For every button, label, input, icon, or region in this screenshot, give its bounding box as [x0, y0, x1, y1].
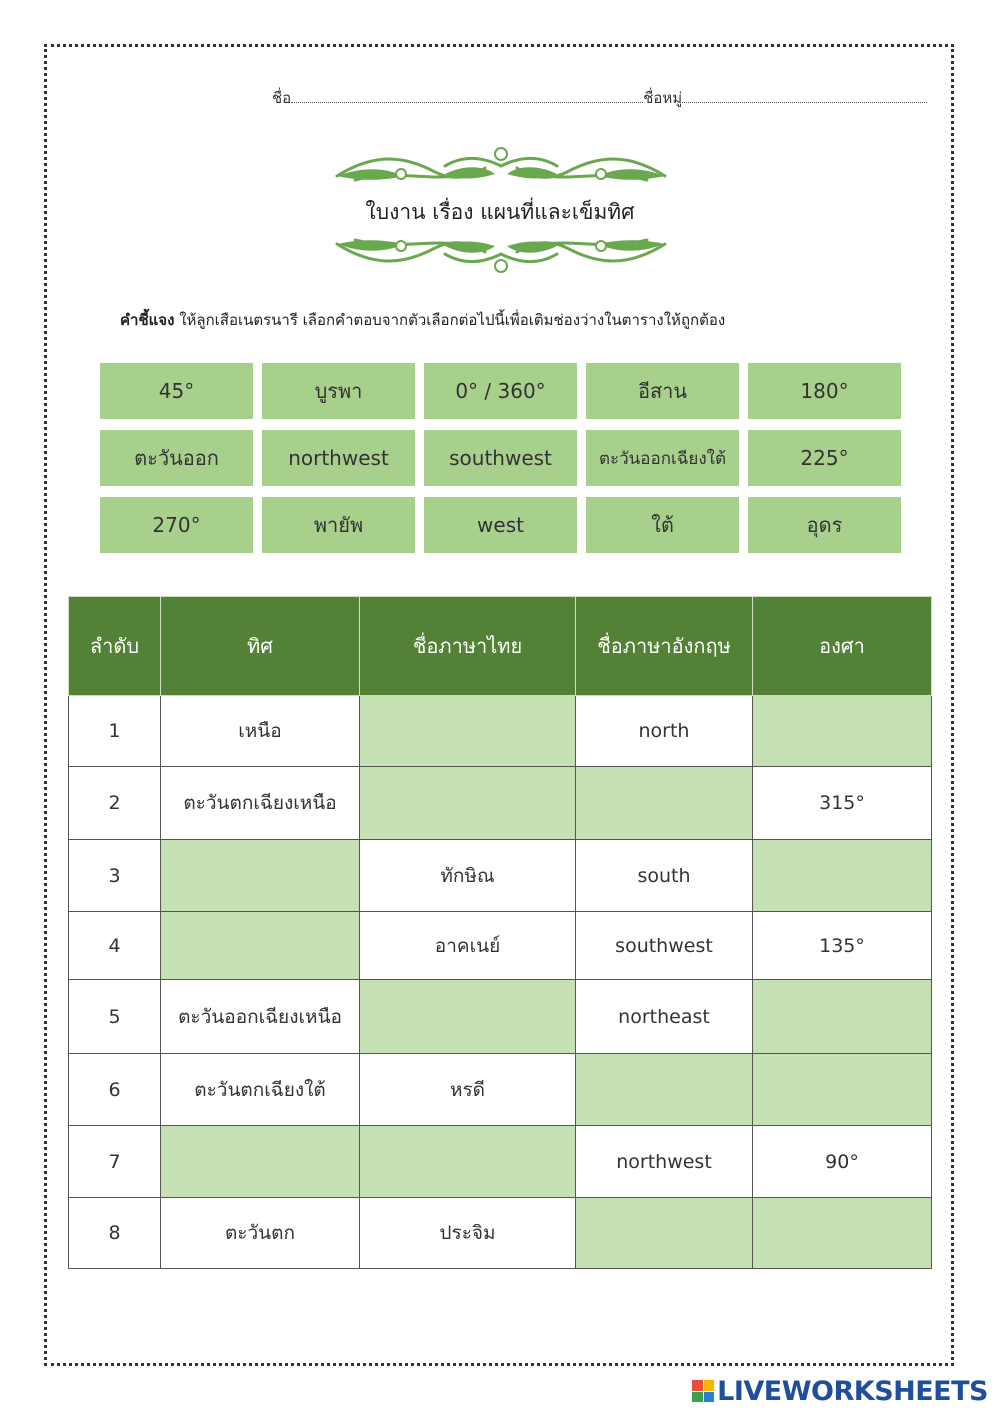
- table-row: [69, 1198, 932, 1269]
- table-row: [69, 1054, 932, 1126]
- instructions-label: คำชี้แจง: [120, 311, 175, 329]
- thai-name-answer-blank[interactable]: [360, 980, 576, 1054]
- direction-cell: ตะวันตก: [161, 1198, 360, 1269]
- choice-option[interactable]: อีสาน: [586, 363, 739, 419]
- table-row: [69, 767, 932, 840]
- instructions: [120, 308, 725, 332]
- direction-answer-blank[interactable]: [161, 840, 360, 912]
- choice-option[interactable]: พายัพ: [262, 497, 415, 553]
- degrees-answer-blank[interactable]: [753, 980, 932, 1054]
- order-cell: 7: [69, 1126, 161, 1198]
- english-name-cell: northeast: [576, 980, 753, 1054]
- directions-table: [68, 596, 932, 1269]
- english-name-answer-blank[interactable]: [576, 767, 753, 840]
- header-degrees: องศา: [753, 597, 932, 696]
- answer-choices: [100, 363, 903, 553]
- instructions-text: ให้ลูกเสือเนตรนารี เลือกคำตอบจากตัวเลือกต่อไปนี้เพื่อเติมช่องว่างในตารางให้ถูกต้อง: [174, 311, 726, 329]
- table-row: [69, 980, 932, 1054]
- degrees-answer-blank[interactable]: [753, 1198, 932, 1269]
- direction-cell: ตะวันตกเฉียงใต้: [161, 1054, 360, 1126]
- choice-option[interactable]: northwest: [262, 430, 415, 486]
- direction-answer-blank[interactable]: [161, 912, 360, 980]
- header-direction: ทิศ: [161, 597, 360, 696]
- thai-name-cell: ประจิม: [360, 1198, 576, 1269]
- degrees-answer-blank[interactable]: [753, 840, 932, 912]
- header-english-name: ชื่อภาษาอังกฤษ: [576, 597, 753, 696]
- table-header-row: [69, 597, 932, 696]
- thai-name-answer-blank[interactable]: [360, 1126, 576, 1198]
- thai-name-cell: หรดี: [360, 1054, 576, 1126]
- choice-option[interactable]: 45°: [100, 363, 253, 419]
- english-name-cell: north: [576, 696, 753, 767]
- thai-name-answer-blank[interactable]: [360, 696, 576, 767]
- english-name-cell: northwest: [576, 1126, 753, 1198]
- degrees-cell: 315°: [753, 767, 932, 840]
- choice-option[interactable]: ใต้: [586, 497, 739, 553]
- choice-option[interactable]: 270°: [100, 497, 253, 553]
- degrees-answer-blank[interactable]: [753, 696, 932, 767]
- order-cell: 8: [69, 1198, 161, 1269]
- name-blank[interactable]: [291, 88, 643, 103]
- choice-option[interactable]: 225°: [748, 430, 901, 486]
- direction-cell: ตะวันตกเฉียงเหนือ: [161, 767, 360, 840]
- header-order: ลำดับ: [69, 597, 161, 696]
- direction-answer-blank[interactable]: [161, 1126, 360, 1198]
- choice-option[interactable]: southwest: [424, 430, 577, 486]
- table-row: [69, 696, 932, 767]
- choice-option[interactable]: ตะวันออก: [100, 430, 253, 486]
- liveworksheets-logo: [692, 1374, 988, 1408]
- worksheet-title: ใบงาน เรื่อง แผนที่และเข็มทิศ: [365, 200, 635, 224]
- logo-text: LIVEWORKSHEETS: [717, 1375, 988, 1407]
- thai-name-cell: อาคเนย์: [360, 912, 576, 980]
- group-blank[interactable]: [682, 88, 927, 103]
- choice-option[interactable]: อุดร: [748, 497, 901, 553]
- order-cell: 5: [69, 980, 161, 1054]
- direction-cell: ตะวันออกเฉียงเหนือ: [161, 980, 360, 1054]
- choice-option[interactable]: บูรพา: [262, 363, 415, 419]
- header-thai-name: ชื่อภาษาไทย: [360, 597, 576, 696]
- table-row: [69, 840, 932, 912]
- name-label: ชื่อ: [272, 89, 292, 107]
- order-cell: 3: [69, 840, 161, 912]
- order-cell: 4: [69, 912, 161, 980]
- order-cell: 1: [69, 696, 161, 767]
- degrees-cell: 135°: [753, 912, 932, 980]
- table-row: [69, 912, 932, 980]
- order-cell: 2: [69, 767, 161, 840]
- degrees-cell: 90°: [753, 1126, 932, 1198]
- ornament-top-icon: [335, 146, 667, 192]
- english-name-answer-blank[interactable]: [576, 1054, 753, 1126]
- thai-name-cell: ทักษิณ: [360, 840, 576, 912]
- direction-cell: เหนือ: [161, 696, 360, 767]
- english-name-answer-blank[interactable]: [576, 1198, 753, 1269]
- choice-option[interactable]: 0° / 360°: [424, 363, 577, 419]
- choice-option[interactable]: ตะวันออกเฉียงใต้: [586, 430, 739, 486]
- order-cell: 6: [69, 1054, 161, 1126]
- name-group-line: [272, 86, 927, 110]
- group-label: ชื่อหมู่: [643, 89, 683, 107]
- english-name-cell: south: [576, 840, 753, 912]
- choice-option[interactable]: 180°: [748, 363, 901, 419]
- logo-squares-icon: [692, 1380, 714, 1402]
- ornament-bottom-icon: [335, 228, 667, 274]
- thai-name-answer-blank[interactable]: [360, 767, 576, 840]
- degrees-answer-blank[interactable]: [753, 1054, 932, 1126]
- choice-option[interactable]: west: [424, 497, 577, 553]
- english-name-cell: southwest: [576, 912, 753, 980]
- table-row: [69, 1126, 932, 1198]
